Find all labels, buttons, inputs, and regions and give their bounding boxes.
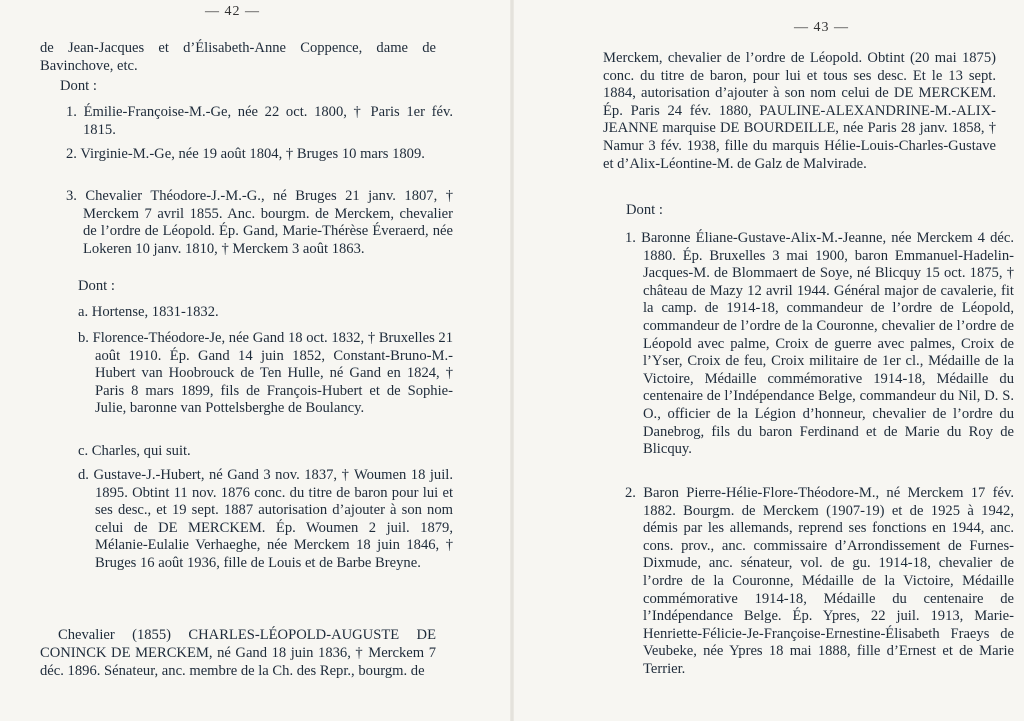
sub-item-b [78,330,457,418]
page-number-43: — 43 — [794,20,849,35]
dont-heading-right: Dont : [626,202,663,218]
intro-paragraph [40,40,440,75]
sub-item-d-text: Gustave-J.-Hubert, né Gand 3 nov. 1837, † Woumen 18 juil. 1895. Obtint 11 nov. 1876 conc. du titre de baron pour lui et ses desc., et 19 sept. 1887 autorisation d’ajouter à son nom celui de DE MERCKEM. Ép. Woumen 2 juil. 1879, Mélanie-Eulalie Verhaeghe, née Merckem 18 juin 1846, † Bruges 16 août 1936, fille de Louis et de Barbe Breyne. [93,467,457,571]
right-page [512,0,1024,721]
list-item-3 [66,188,457,258]
right-list-item-1 [625,230,1018,459]
right-list-item-2-text: Baron Pierre-Hélie-Flore-Théodore-M., né Merckem 17 fév. 1882. Bourgm. de Merckem (1907-19) et de 1925 à 1942, démis par les allemands, reprend ses fonctions en 1944, anc. cons. prov., anc. commissaire d’Arrondissement de Furnes-Dixmude, anc. sénateur, vol. de gu. 1914-18, chevalier de l’ordre de la Couronne, Médaille de la Victoire, Médaille commémorative 1914-18, Médaille du centenaire de l’Indépendance Belge. Ép. Ypres, 22 juil. 1913, Marie-Henriette-Félicie-Je-Françoise-Ernestine-Élisabeth Fraeys de Veubeke, née Ypres 18 mai 1888, fille d’Ernest et de Marie Terrier. [643,485,1018,677]
list-item-1-marker: 1. [66,104,77,120]
sub-item-a [78,304,453,322]
dont-heading-2: Dont : [78,278,115,294]
continuation-text: Merckem, chevalier de l’ordre de Léopold. Obtint (20 mai 1875) conc. du titre de baron, pour lui et tous ses desc. Et le 13 sept. 1884, autorisation d’ajouter à son nom celui de DE MERCKEM. Ép. Paris 24 fév. 1880, PAULINE-ALEXANDRINE-M.-ALIX-JEANNE marquise DE BOURDEILLE, née Paris 28 janv. 1858, † Namur 3 fév. 1938, fille du marquis Hélie-Louis-Charles-Gustave et d’Alix-Léontine-M. de Galz de Malvirade. [603,50,1000,172]
sub-item-b-marker: b. [78,330,89,346]
sub-item-b-text: Florence-Théodore-Je, née Gand 18 oct. 1832, † Bruxelles 21 août 1910. Ép. Gand 14 juin 1852, Constant-Bruno-M.-Hubert van Hoobrouck de Ten Hulle, né Gand en 1824, † Paris 8 mars 1899, fils de François-Hubert et de Sophie-Julie, baronne van Pottelsberghe de Boulancy. [92,330,457,417]
sub-item-a-marker: a. [78,304,89,320]
sub-item-c-text: Charles, qui suit. [91,443,191,459]
list-item-1 [66,104,457,139]
right-list-item-2 [625,485,1018,679]
sub-item-a-text: Hortense, 1831-1832. [91,304,219,320]
right-list-item-2-marker: 2. [625,485,636,501]
list-item-3-marker: 3. [66,188,77,204]
page-number-42: — 42 — [205,4,260,19]
sub-item-c-marker: c. [78,443,89,459]
continuation-paragraph [603,50,1000,173]
list-item-2-marker: 2. [66,146,77,162]
right-list-item-1-marker: 1. [625,230,636,246]
dont-heading-1: Dont : [60,78,97,94]
right-list-item-1-text: Baronne Éliane-Gustave-Alix-M.-Jeanne, née Merckem 4 déc. 1880. Ép. Bruxelles 3 mai 1900, baron Emmanuel-Hadelin-Jacques-M. de Blommaert de Soye, né Blicquy 15 oct. 1875, † château de Mazy 12 avril 1944. Général major de cavalerie, fit la camp. de 1914-18, commandeur de l’ordre de Léopold, commandeur de l’ordre de la Couronne, chevalier de l’ordre de Léopold avec palme, Croix de guerre avec palmes, Croix de l’Yser, Croix de feu, Croix militaire de 1er cl., Médaille de la Victoire, Médaille commémorative 1914-18, Médaille du centenaire de l’Indépendance Belge, commandeur du Nil, D. S. O., officier de la Légion d’honneur, chevalier de l’ordre du Danebrog, fils du baron Ferdinand et de Marie du Roy de Blicquy. [641,230,1018,458]
sub-item-d-marker: d. [78,467,89,483]
sub-item-d [78,467,457,573]
closing-paragraph [40,627,440,680]
list-item-2 [66,146,453,164]
list-item-2-text: Virginie-M.-Ge, née 19 août 1804, † Bruges 10 mars 1809. [80,146,425,162]
closing-text: Chevalier (1855) CHARLES-LÉOPOLD-AUGUSTE DE CONINCK DE MERCKEM, né Gand 18 juin 1836, † Merckem 7 déc. 1896. Sénateur, anc. membre de la Ch. des Repr., bourgm. de [40,627,440,679]
list-item-1-text: Émilie-Françoise-M.-Ge, née 22 oct. 1800, † Paris 1er fév. 1815. [83,104,457,138]
sub-item-c [78,443,453,461]
intro-text: de Jean-Jacques et d’Élisabeth-Anne Coppence, dame de Bavinchove, etc. [40,40,440,74]
list-item-3-text: Chevalier Théodore-J.-M.-G., né Bruges 21 janv. 1807, † Merckem 7 avril 1855. Anc. bourgm. de Merckem, chevalier de l’ordre de Léopold. Ép. Gand, Marie-Thérèse Éveraerd, née Lokeren 10 janv. 1810, † Merckem 3 août 1863. [83,188,457,257]
